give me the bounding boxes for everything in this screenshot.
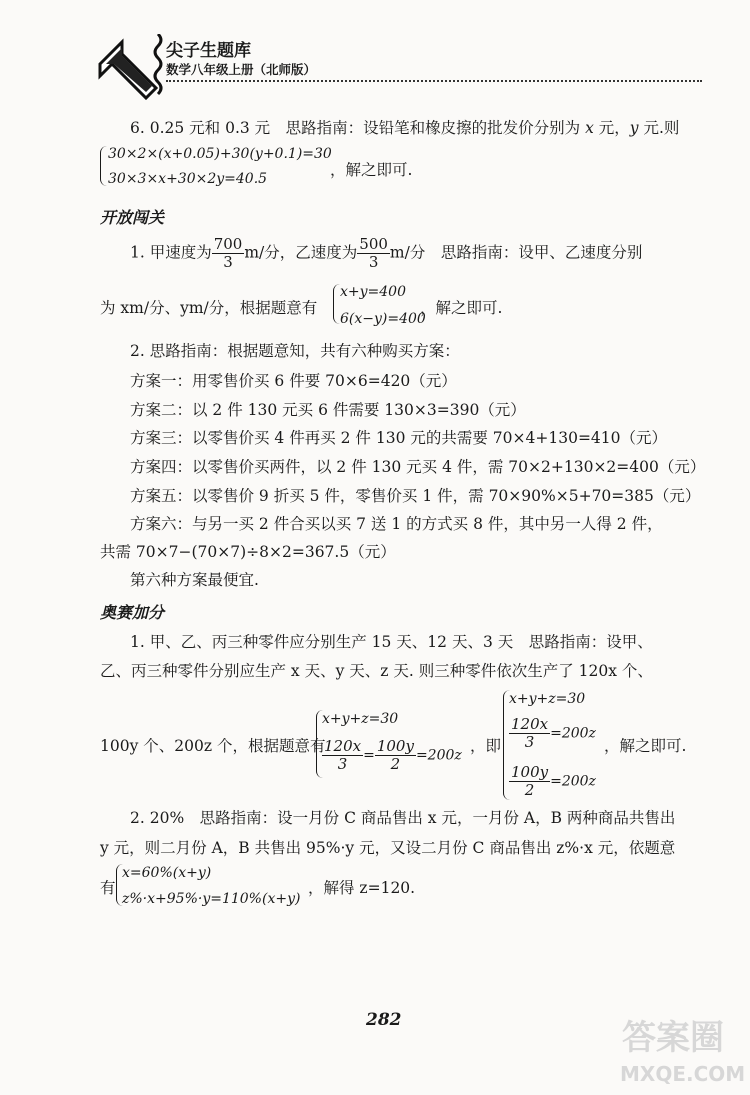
oly2-you: 有: [100, 879, 116, 897]
open2-line-5: 方案五：以零售价 9 折买 5 件，零售价买 1 件，需 70×90%×5+70=385（元）: [130, 487, 701, 505]
oly2-eq2: z%·x+95%·y=110%(x+y): [122, 891, 301, 907]
oly1-systemB-eq3: $\frac{100y}{2}$ =200z: [511, 763, 596, 799]
arrow-logo-icon: [98, 34, 168, 100]
fraction-700-3: $\frac{700}{3}$: [213, 235, 243, 271]
oly2-tail: ，解得 z=120.: [308, 879, 416, 897]
open2-line-2: 方案二：以 2 件 130 元买 6 件需要 130×3=390（元）: [130, 401, 526, 419]
watermark-url: MXQE.COM: [620, 1062, 746, 1086]
open2-line-0: 2. 思路指南：根据题意知，共有六种购买方案：: [130, 342, 460, 360]
open2-line-4: 方案四：以零售价买两件，以 2 件 130 元买 4 件，需 70×2+130×2=400（元）: [130, 458, 706, 476]
open2-line-1: 方案一：用零售价买 6 件要 70×6=420（元）: [130, 372, 457, 390]
header-divider: [166, 80, 702, 82]
oly1-systemB-eq2: $\frac{120x}{3}$ =200z: [511, 715, 596, 751]
oly1-systemA-eq1: x+y+z=30: [322, 711, 399, 727]
open1-line2: 为 xm/分、ym/分，根据题意有: [100, 299, 318, 317]
open1-tail: ，解之即可.: [420, 299, 503, 317]
oly2-eq1: x=60%(x+y): [122, 865, 212, 881]
open1-eq1: x+y=400: [340, 284, 406, 300]
q6-system-brace: [100, 146, 107, 186]
oly1-systemA-eq2: $\frac{120x}{3}$ = $\frac{100y}{2}$ =200z: [324, 737, 462, 773]
oly1-line2: 乙、丙三种零件分别应生产 x 天、y 天、z 天. 则三种零件依次生产了 120x 个、: [100, 662, 653, 680]
oly1-ji: ，即: [470, 737, 502, 755]
open2-line-6: 方案六：与另一买 2 件合买以买 7 送 1 的方式买 8 件，其中另一人得 2 件，: [130, 515, 663, 533]
open1-eq2: 6(x−y)=400: [340, 311, 426, 327]
book-subtitle: 数学八年级上册（北师版）: [166, 62, 317, 77]
oly1-systemB-eq1: x+y+z=30: [509, 691, 586, 707]
open2-line-3: 方案三：以零售价买 4 件再买 2 件 130 元的共需要 70×4+130=410（元）: [130, 429, 668, 447]
watermark-logo: 答案圈: [622, 1018, 724, 1058]
oly2-line2: y 元，则二月份 A，B 共售出 95%·y 元，又设二月份 C 商品售出 z%·x 元，依题意: [100, 839, 676, 857]
page-number: 282: [366, 1010, 402, 1030]
book-title: 尖子生题库: [166, 41, 251, 61]
open2-line-7: 共需 70×7−(70×7)÷8×2=367.5（元）: [100, 543, 396, 561]
q6-line1: 6. 0.25 元和 0.3 元 思路指南：设铅笔和橡皮擦的批发价分别为 x 元，y 元.则: [130, 119, 680, 137]
open1-system-brace: [333, 284, 340, 324]
q6-eq2: 30×3×x+30×2y=40.5: [108, 171, 268, 187]
oly2-line1: 2. 20% 思路指南：设一月份 C 商品售出 x 元，一月份 A，B 两种商品共售出: [130, 809, 676, 827]
oly1-tail: ，解之即可.: [604, 737, 687, 755]
section-heading-olympiad: 奥赛加分: [100, 603, 165, 622]
section-heading-open: 开放闯关: [100, 208, 165, 227]
fraction-500-3: $\frac{500}{3}$: [359, 235, 388, 271]
oly1-line1: 1. 甲、乙、丙三种零件应分别生产 15 天、12 天、3 天 思路指南：设甲、: [130, 633, 653, 651]
open1-line1: 1. 甲速度为 $\frac{700}{3}$ m/分，乙速度为 $\frac{500}{3}$ m/分 思路指南：设甲、乙速度分别: [130, 235, 643, 271]
q6-eq1: 30×2×(x+0.05)+30(y+0.1)=30: [108, 146, 332, 162]
oly1-line3: 100y 个、200z 个，根据题意有: [100, 737, 326, 755]
q6-tail: ，解之即可.: [330, 161, 413, 179]
open2-line-8: 第六种方案最便宜.: [130, 571, 259, 589]
